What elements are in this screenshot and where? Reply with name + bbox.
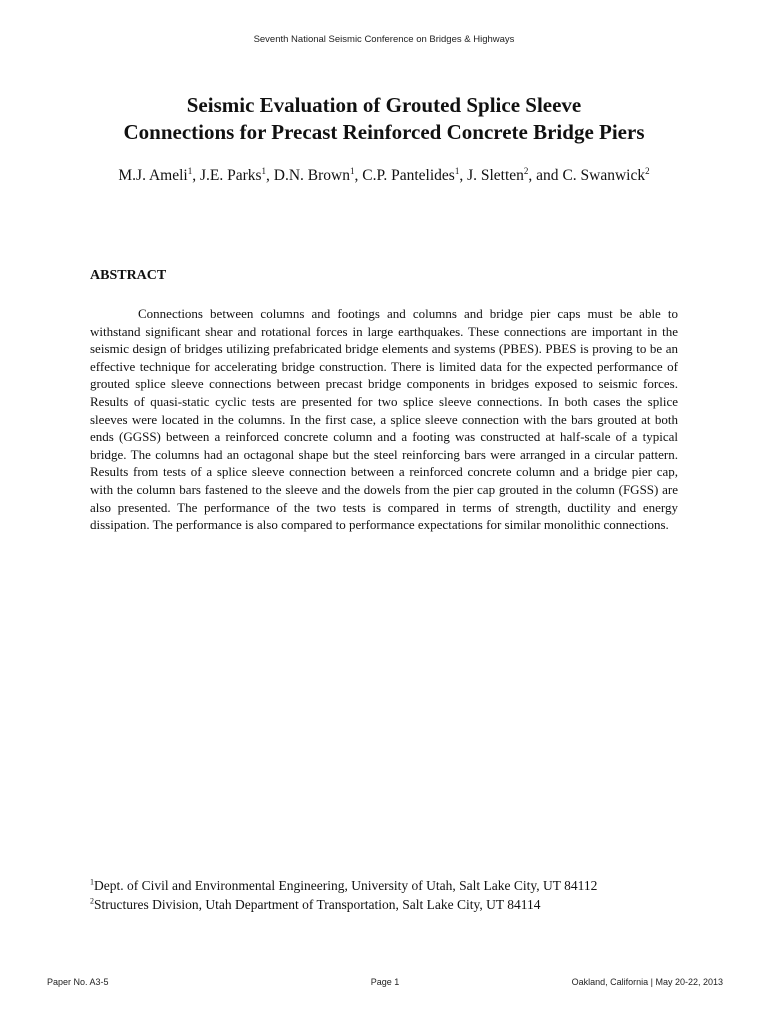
author: M.J. Ameli$^1$,: [118, 165, 200, 184]
conference-location-date: Oakland, California | May 20-22, 2013: [571, 977, 723, 987]
author: J.E. Parks$^1$,: [199, 165, 274, 184]
title-line-1: Seismic Evaluation of Grouted Splice Sleeve: [186, 93, 582, 117]
author: C.P. Pantelides$^1$,: [362, 165, 468, 184]
footnotes: [90, 876, 690, 914]
paper-title: [60, 92, 708, 146]
running-header: Seventh National Seismic Conference on Bridges & Highways: [253, 34, 515, 45]
footnote: $^2$Structures Division, Utah Department of Transportation, Salt Lake City, UT 84114: [90, 896, 541, 912]
author: C. Swanwick$^2$: [562, 165, 650, 184]
footnote: $^1$Dept. of Civil and Environmental Engineering, University of Utah, Salt Lake City, UT 84112: [90, 877, 598, 893]
author-list: [90, 165, 678, 187]
title-line-2: Connections for Precast Reinforced Concrete Bridge Piers: [123, 120, 645, 144]
author: D.N. Brown$^1$,: [273, 165, 363, 184]
author: J. Sletten$^2$, and: [467, 165, 563, 184]
abstract-heading: ABSTRACT: [90, 268, 167, 283]
paper-number: Paper No. A3-5: [47, 977, 109, 987]
abstract-body: Connections between columns and footings and columns and bridge pier caps must be able to withstand significant shear and rotational forces in large earthquakes. These connections are important in the seismic design of bridges utilizing prefabricated bridge elements and systems (PBES). PBES is proving to be an effective technique for accelerating bridge construction. There is limited data for the expected performance of grouted splice sleeve connections between precast bridge components in bridges exposed to seismic forces. Results of quasi-static cyclic tests are presented for two splice sleeve connections. In both cases the splice sleeves were located in the columns. In the first case, a splice sleeve connection with the bars grouted at both ends (GGSS) between a reinforced concrete column and a footing was constructed at half-scale of a typical bridge. The columns had an octagonal shape but the steel reinforcing bars were arranged in a circular pattern. Results from tests of a splice sleeve connection between a reinforced concrete column and a bridge pier cap, with the column bars fastened to the sleeve and the dowels from the pier cap grouted in the column (FGSS) are also presented. The performance of the two tests is compared in terms of strength, ductility and energy dissipation. The performance is also compared to performance expectations for similar monolithic connections.: [90, 306, 678, 533]
page-number: Page 1: [370, 977, 400, 987]
